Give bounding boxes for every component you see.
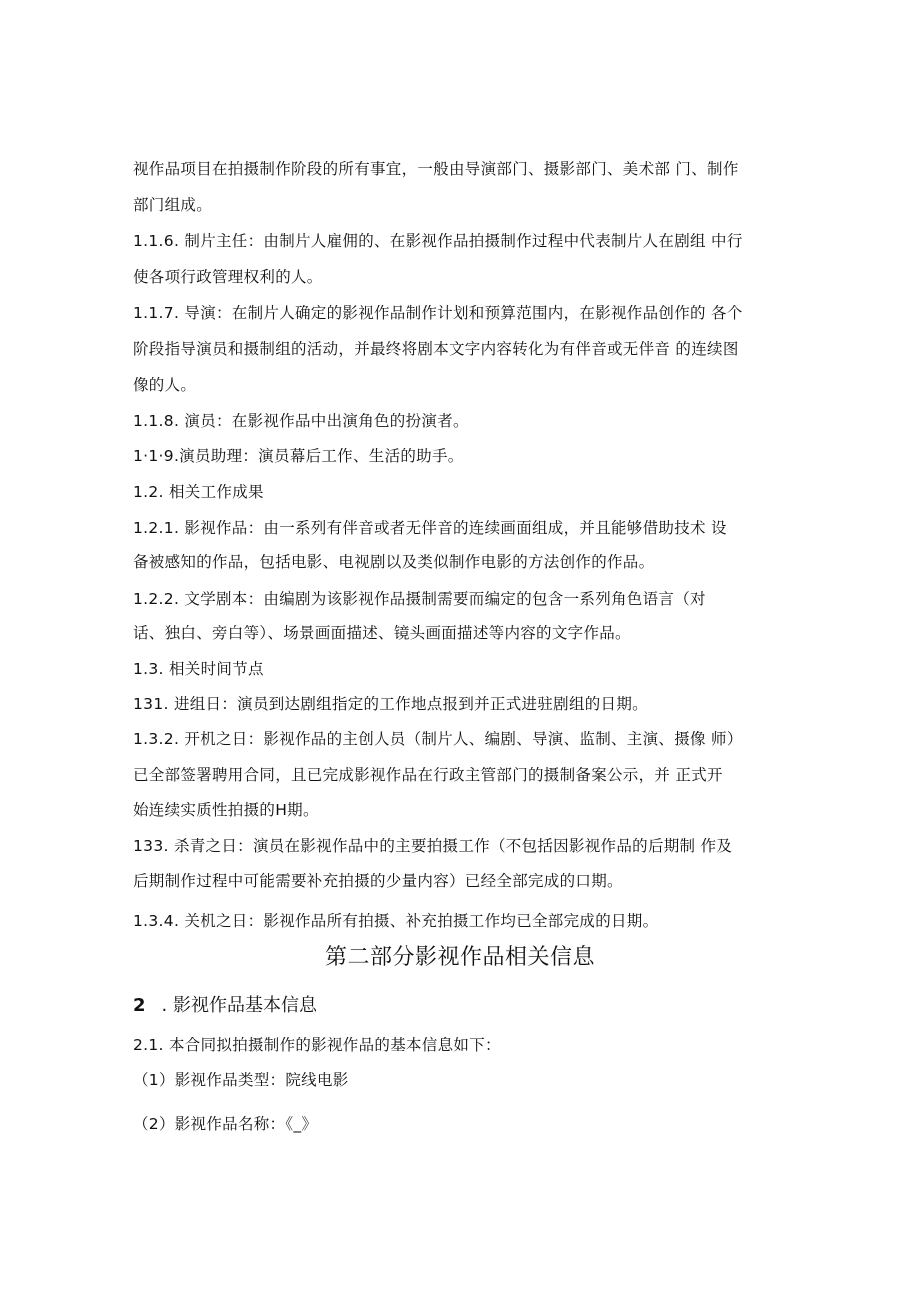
body-line-1: 视作品项目在拍摄制作阶段的所有事宜，一般由导演部门、摄影部门、美术部 门、制作 bbox=[133, 160, 739, 178]
clause-1-1-8: 1.1.8. 演员：在影视作品中出演角色的扮演者。 bbox=[133, 412, 469, 430]
body-line-2: 部门组成。 bbox=[133, 196, 213, 214]
clause-1-1-7-cont-1: 阶段指导演员和摄制组的活动，并最终将剧本文字内容转化为有伴音或无伴音 的连续图 bbox=[133, 340, 739, 358]
clause-1-3-3-cont: 后期制作过程中可能需要补充拍摄的少量内容）已经全部完成的口期。 bbox=[133, 872, 623, 890]
clause-1-3-3: 133. 杀青之日：演员在影视作品中的主要拍摄工作（不包括因影视作品的后期制 作及 bbox=[133, 837, 733, 855]
clause-1-3-2: 1.3.2. 开机之日：影视作品的主创人员（制片人、编剧、导演、监制、主演、摄像 师） bbox=[133, 730, 743, 748]
clause-1-2-1: 1.2.1. 影视作品：由一系列有伴音或者无伴音的连续画面组成，并且能够借助技术 设 bbox=[133, 519, 727, 537]
clause-2-1: 2.1. 本合同拟拍摄制作的影视作品的基本信息如下： bbox=[133, 1036, 501, 1054]
item-1-type: （1）影视作品类型：院线电影 bbox=[133, 1071, 349, 1089]
clause-1-3-2-cont-1: 已全部签署聘用合同，且已完成影视作品在行政主管部门的摄制备案公示，并 正式开 bbox=[133, 766, 723, 784]
clause-1-2-2-cont: 话、独白、旁白等）、场景画面描述、镜头画面描述等内容的文字作品。 bbox=[133, 624, 631, 642]
clause-1-2-2: 1.2.2. 文学剧本：由编剧为该影视作品摄制需要而编定的包含一系列角色语言（对 bbox=[133, 590, 706, 608]
section-heading bbox=[133, 994, 317, 1018]
clause-1-3-4: 1.3.4. 关机之日：影视作品所有拍摄、补充拍摄工作均已全部完成的日期。 bbox=[133, 912, 659, 930]
clause-1-1-6-cont: 使各项行政管理权利的人。 bbox=[133, 268, 323, 286]
clause-1-2-1-cont: 备被感知的作品，包括电影、电视剧以及类似制作电影的方法创作的作品。 bbox=[133, 553, 655, 571]
part-title: 第二部分影视作品相关信息 bbox=[324, 945, 595, 970]
clause-1-3-2-cont-2: 始连续实质性拍摄的H期。 bbox=[133, 801, 319, 819]
clause-1-1-7-cont-2: 像的人。 bbox=[133, 376, 197, 394]
item-2-name: （2）影视作品名称：《_》 bbox=[133, 1115, 318, 1133]
section-1-2: 1.2. 相关工作成果 bbox=[133, 483, 264, 501]
section-title: . 影视作品基本信息 bbox=[161, 995, 317, 1016]
section-number: 2 bbox=[133, 995, 146, 1016]
clause-1-1-6: 1.1.6. 制片主任：由制片人雇佣的、在影视作品拍摄制作过程中代表制片人在剧组 中行 bbox=[133, 232, 743, 250]
clause-1-1-7: 1.1.7. 导演：在制片人确定的影视作品制作计划和预算范围内，在影视作品创作的 各个 bbox=[133, 304, 743, 322]
clause-1-3-1: 131. 进组日：演员到达剧组指定的工作地点报到并正式进驻剧组的日期。 bbox=[133, 695, 648, 713]
clause-1-1-9: 1·1·9.演员助理：演员幕后工作、生活的助手。 bbox=[133, 447, 464, 465]
section-1-3: 1.3. 相关时间节点 bbox=[133, 660, 264, 678]
